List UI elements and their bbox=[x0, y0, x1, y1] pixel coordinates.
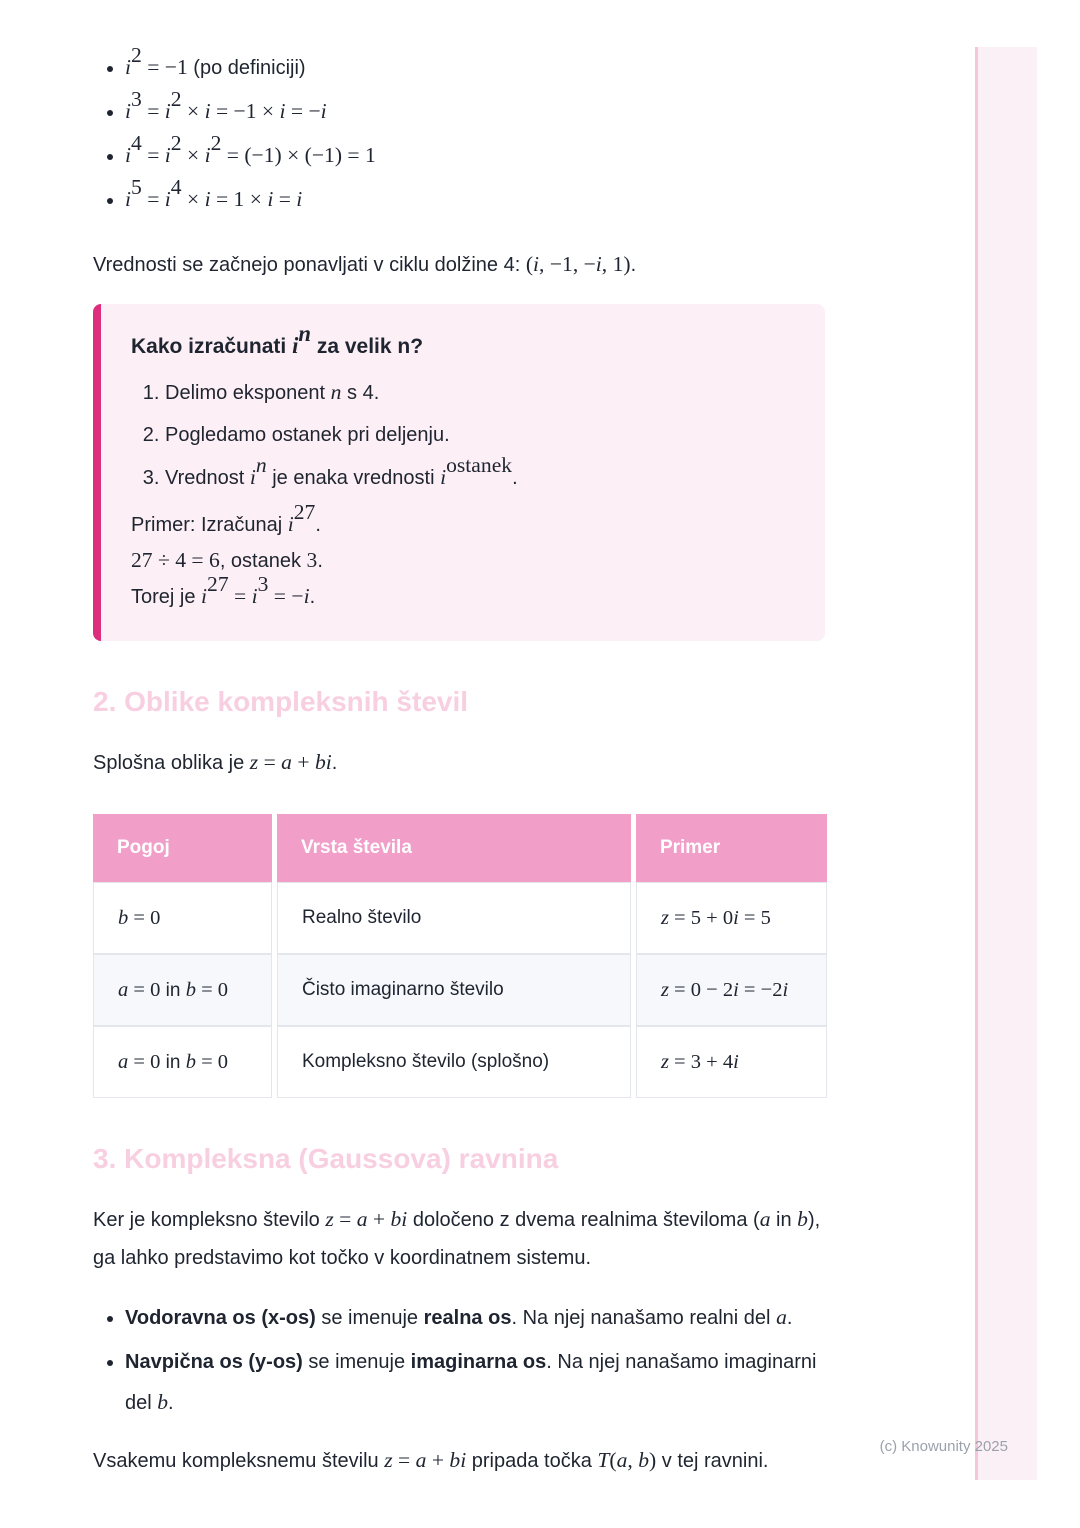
gauss-plane-paragraph: Ker je kompleksno število z = a + bi določeno z dvema realnima številoma (a in b), ga lahko predstavimo kot točko v koordinatnem sistemu. bbox=[93, 1207, 821, 1269]
callout-example bbox=[131, 500, 795, 615]
table-cell: b = 0 bbox=[93, 882, 272, 954]
example-line: 27 ÷ 4 = 6, ostanek 3. bbox=[131, 548, 323, 572]
table-cell: a = 0 in b = 0 bbox=[93, 1026, 272, 1098]
number-types-table bbox=[88, 814, 832, 1098]
list-item: • $i^4 = i^2 \times i^2 = (-1) \times (-1) = 1$ bbox=[125, 140, 825, 171]
copyright-footer: (c) Knowunity 2025 bbox=[879, 1438, 1008, 1455]
table-row bbox=[93, 1026, 827, 1098]
table-cell: a = 0 in b = 0 bbox=[93, 954, 272, 1026]
callout-steps-list bbox=[131, 377, 795, 493]
document-content bbox=[93, 0, 825, 1476]
table-row bbox=[93, 954, 827, 1026]
general-form-paragraph: Splošna oblika je z = a + bi. bbox=[93, 750, 338, 774]
list-item: • $i^3 = i^2 \times i = -1 \times i = -i$ bbox=[125, 96, 825, 127]
list-item: • $i^2 = -1$ (po definiciji) bbox=[125, 52, 825, 83]
table-row bbox=[93, 882, 827, 954]
example-line: Torej je $i^{27} = i^3 = -i$. bbox=[131, 572, 316, 608]
table-header-cell: Vrsta števila bbox=[277, 814, 631, 882]
table-cell: z = 0 − 2i = −2i bbox=[636, 954, 827, 1026]
list-item: • $i^5 = i^4 \times i = 1 \times i = i$ bbox=[125, 184, 825, 215]
table-cell: Realno število bbox=[277, 882, 631, 954]
list-item: 3. Vrednost $i^n$ je enaka vrednosti $i^{ostanek}$. bbox=[165, 462, 795, 493]
closing-paragraph: Vsakemu kompleksnemu številu z = a + bi pripada točka T(a, b) v tej ravnini. bbox=[93, 1448, 769, 1472]
list-item: • Vodoravna os (x-os) se imenuje realna os. Na njej nanašamo realni del a. bbox=[125, 1297, 825, 1338]
list-item: 2. Pogledamo ostanek pri deljenju. bbox=[165, 420, 795, 450]
table-cell: Kompleksno število (splošno) bbox=[277, 1026, 631, 1098]
table-header-cell: Primer bbox=[636, 814, 827, 882]
section-heading-forms: 2. Oblike kompleksnih števil bbox=[93, 686, 469, 717]
section-heading-gauss-plane: 3. Kompleksna (Gaussova) ravnina bbox=[93, 1143, 559, 1174]
table-cell: z = 3 + 4i bbox=[636, 1026, 827, 1098]
table-cell: Čisto imaginarno število bbox=[277, 954, 631, 1026]
number-types-table-wrap bbox=[88, 814, 832, 1098]
table-header-row bbox=[93, 814, 827, 882]
axes-list bbox=[93, 1297, 825, 1423]
power-rules-list bbox=[93, 43, 825, 215]
list-item: • Navpična os (y-os) se imenuje imaginarna os. Na njej nanašamo imaginarni del b. bbox=[125, 1342, 825, 1423]
list-item: 1. Delimo eksponent n s 4. bbox=[165, 377, 795, 408]
decorative-side-stripe bbox=[975, 47, 1037, 1480]
table-header-cell: Pogoj bbox=[93, 814, 272, 882]
example-line: Primer: Izračunaj $i^{27}$. bbox=[131, 500, 321, 536]
callout-title: Kako izračunati $i^n$ za velik n? bbox=[131, 320, 424, 358]
callout-box bbox=[93, 304, 825, 641]
cycle-paragraph: Vrednosti se začnejo ponavljati v ciklu dolžine 4: (i, −1, −i, 1). bbox=[93, 252, 637, 276]
table-cell: z = 5 + 0i = 5 bbox=[636, 882, 827, 954]
